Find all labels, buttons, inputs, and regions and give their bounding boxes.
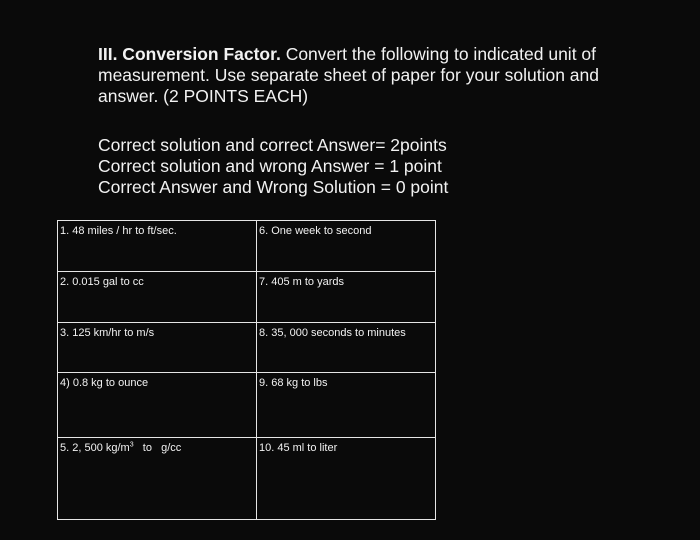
scoring-rule: Correct solution and wrong Answer = 1 point: [98, 156, 442, 176]
problems-table: [57, 220, 436, 520]
table-row: [58, 438, 436, 520]
problem-cell: 8. 35, 000 seconds to minutes: [257, 323, 436, 373]
problem-text: to g/cc: [133, 442, 182, 454]
table-row: [58, 272, 436, 323]
scoring-rule: Correct Answer and Wrong Solution = 0 point: [98, 177, 449, 197]
scoring-rules: [98, 135, 598, 198]
problem-cell: 9. 68 kg to lbs: [257, 373, 436, 438]
problem-cell: [58, 438, 257, 520]
table-row: [58, 323, 436, 373]
problem-cell: 6. One week to second: [257, 221, 436, 272]
problem-cell: 1. 48 miles / hr to ft/sec.: [58, 221, 257, 272]
problem-cell: 2. 0.015 gal to cc: [58, 272, 257, 323]
scoring-rule: Correct solution and correct Answer= 2points: [98, 135, 447, 155]
problem-cell: 4) 0.8 kg to ounce: [58, 373, 257, 438]
section-heading: [98, 44, 658, 107]
problem-cell: 3. 125 km/hr to m/s: [58, 323, 257, 373]
problem-cell: 7. 405 m to yards: [257, 272, 436, 323]
problem-cell: 10. 45 ml to liter: [257, 438, 436, 520]
exponent: 3: [129, 441, 134, 449]
section-instructions: Convert the following to indicated unit of measurement. Use separate sheet of paper for your solution and answer. (2 POINTS EACH): [98, 44, 599, 106]
problem-text: 5. 2, 500 kg/m: [60, 442, 130, 454]
section-title: III. Conversion Factor.: [98, 44, 281, 64]
table-row: [58, 373, 436, 438]
table-row: [58, 221, 436, 272]
